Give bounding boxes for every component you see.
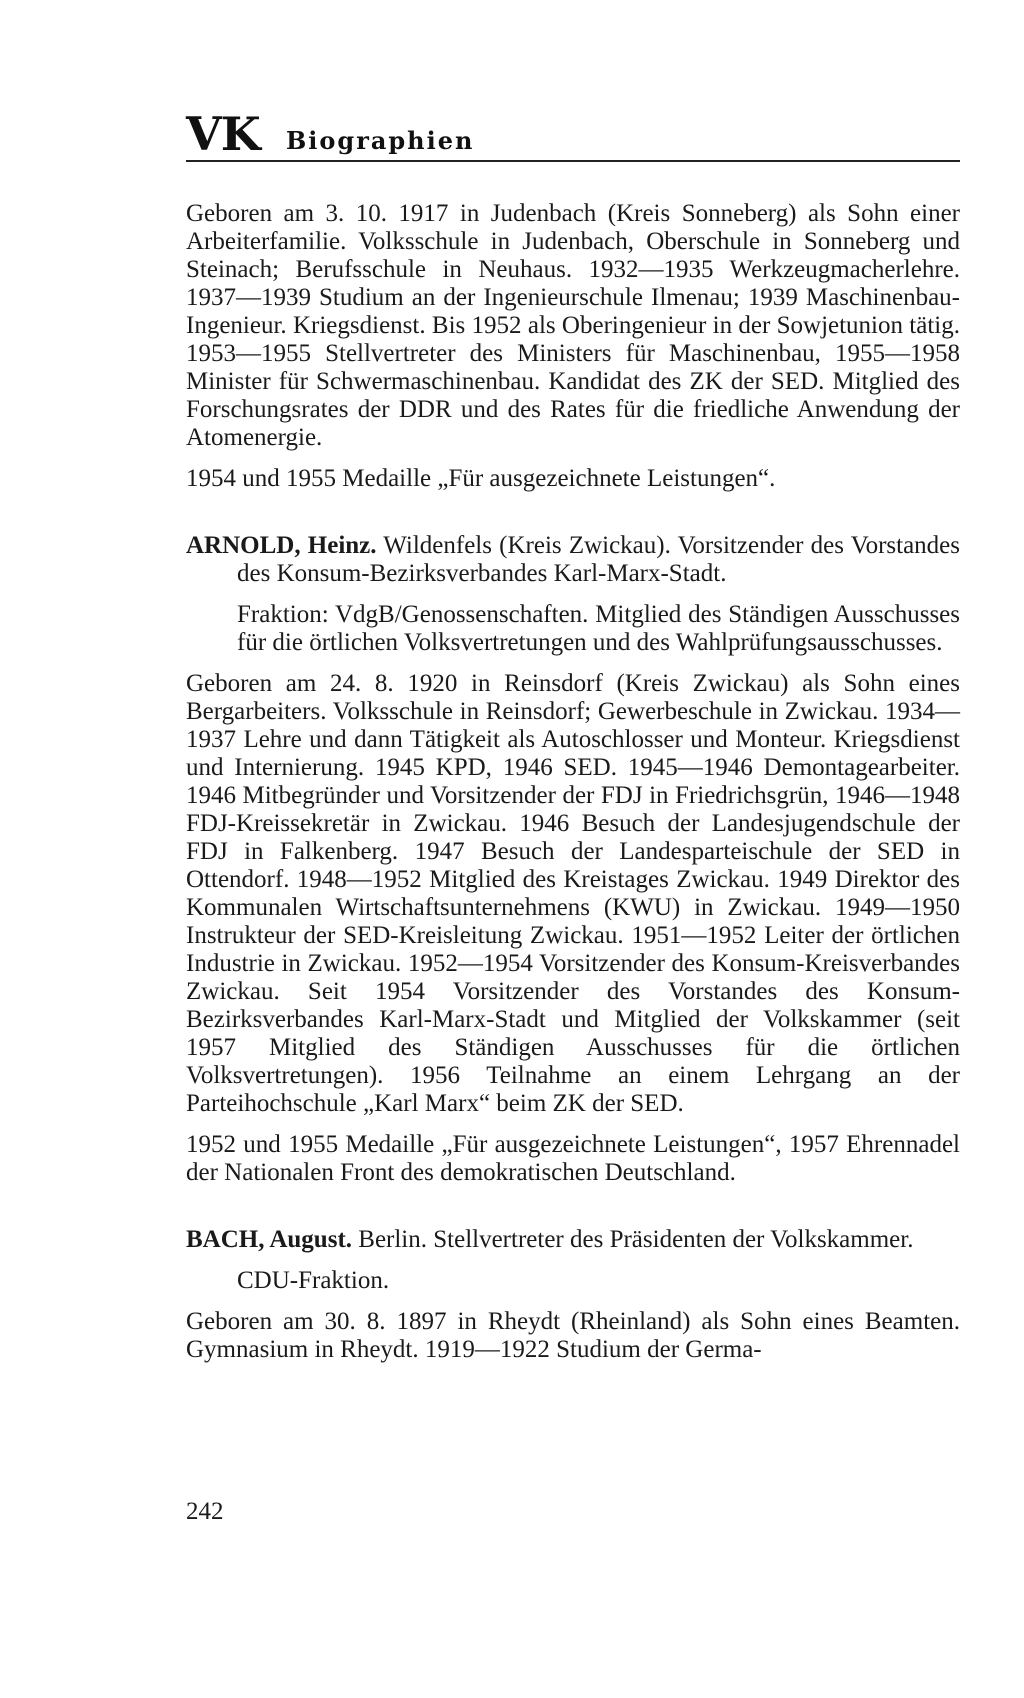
entry-faction: CDU-Fraktion. [237, 1267, 390, 1294]
entry-name: ARNOLD, Heinz. [186, 532, 377, 559]
header-title: Biographien [286, 126, 475, 155]
page-header [186, 108, 960, 164]
page-number: 242 [186, 1498, 224, 1525]
header-rule [186, 160, 960, 162]
entry-bio: Geboren am 30. 8. 1897 in Rheydt (Rheinland) als Sohn eines Beamten. Gymnasium in Rheydt. 1919—1922 Studium der Germa- [186, 1308, 960, 1363]
entry-awards: 1952 und 1955 Medaille „Für ausgezeichnete Leistungen“, 1957 Ehrennadel der Nationalen Front des demokratischen Deutschland. [186, 1131, 960, 1186]
continuation-awards: 1954 und 1955 Medaille „Für ausgezeichnete Leistungen“. [186, 465, 776, 492]
entry-bach [186, 1226, 960, 1364]
entry-heading [186, 1226, 960, 1254]
entry-arnold [186, 532, 960, 1187]
entry-description: Berlin. Stellvertreter des Präsidenten der Volkskammer. [358, 1226, 914, 1253]
document-page [186, 0, 960, 1698]
header-mark: VK [186, 107, 260, 161]
entry-description: Wildenfels (Kreis Zwickau). Vorsitzender des Vorstandes des Konsum-Bezirksverbandes Karl-Marx-Stadt. [237, 532, 961, 587]
entry-name: BACH, August. [186, 1226, 353, 1253]
entry-faction: Fraktion: VdgB/Genossenschaften. Mitglied des Ständigen Ausschusses für die örtlichen Volksvertretungen und des Wahlprüfungsausschusses. [237, 601, 960, 656]
page-content [186, 200, 960, 1364]
continuation-bio: Geboren am 3. 10. 1917 in Judenbach (Kreis Sonneberg) als Sohn einer Arbeiterfamilie. Volksschule in Judenbach, Oberschule in Sonneberg und Steinach; Berufsschule in Neuhaus. 1932—1935 Werkzeugmacherlehre. 1937—1939 Studium an der Ingenieurschule Ilmenau; 1939 Maschinenbau-Ingenieur. Kriegsdienst. Bis 1952 als Oberingenieur in der Sowjetunion tätig. 1953—1955 Stellvertreter des Ministers für Maschinenbau, 1955—1958 Minister für Schwermaschinenbau. Kandidat des ZK der SED. Mitglied des Forschungsrates der DDR und des Rates für die friedliche Anwendung der Atomenergie. [186, 200, 960, 451]
entry-heading [186, 532, 960, 588]
entry-bio: Geboren am 24. 8. 1920 in Reinsdorf (Kreis Zwickau) als Sohn eines Bergarbeiters. Volksschule in Reinsdorf; Gewerbeschule in Zwickau. 1934—1937 Lehre und dann Tätigkeit als Autoschlosser und Monteur. Kriegsdienst und Internierung. 1945 KPD, 1946 SED. 1945—1946 Demontagearbeiter. 1946 Mitbegründer und Vorsitzender der FDJ in Friedrichsgrün, 1946—1948 FDJ-Kreissekretär in Zwickau. 1946 Besuch der Landesjugendschule der FDJ in Falkenberg. 1947 Besuch der Landesparteischule der SED in Ottendorf. 1948—1952 Mitglied des Kreistages Zwickau. 1949 Direktor des Kommunalen Wirtschaftsunternehmens (KWU) in Zwickau. 1949—1950 Instrukteur der SED-Kreisleitung Zwickau. 1951—1952 Leiter der örtlichen Industrie in Zwickau. 1952—1954 Vorsitzender des Konsum-Kreisverbandes Zwickau. Seit 1954 Vorsitzender des Vorstandes des Konsum-Bezirksverbandes Karl-Marx-Stadt und Mitglied der Volkskammer (seit 1957 Mitglied des Ständigen Ausschusses für die örtlichen Volksvertretungen). 1956 Teilnahme an einem Lehrgang an der Parteihochschule „Karl Marx“ beim ZK der SED. [186, 670, 960, 1117]
